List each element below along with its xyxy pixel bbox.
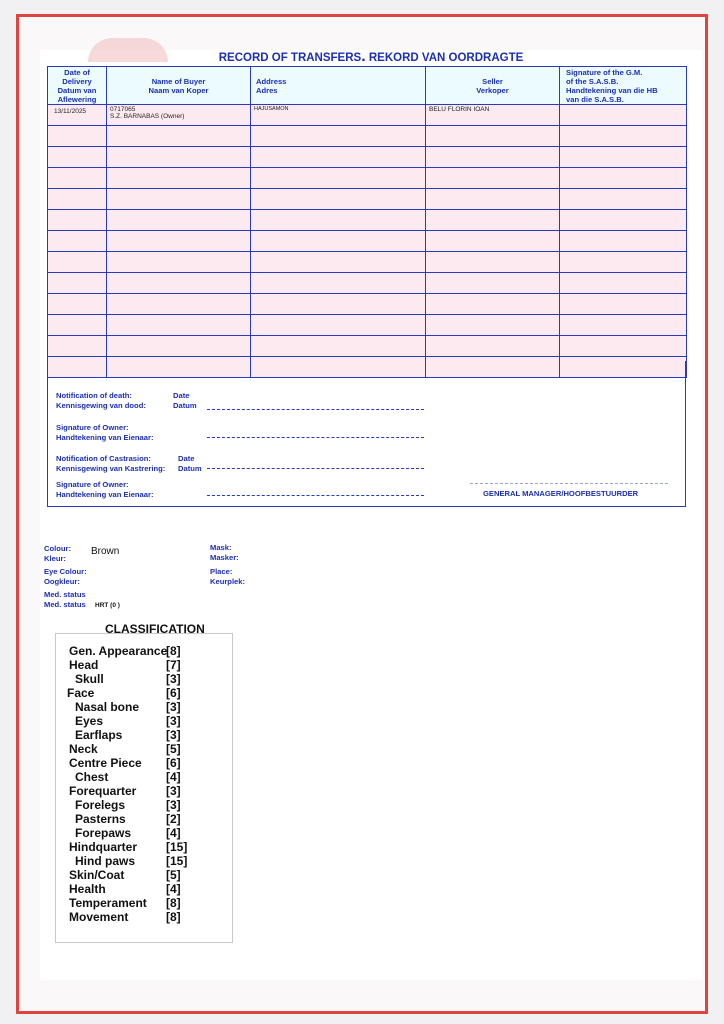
table-row: [48, 105, 687, 126]
classification-item-score: [7]: [166, 658, 181, 672]
death-date-label: [173, 391, 197, 410]
cell-seller: [426, 294, 560, 315]
cell-address: [251, 273, 426, 294]
cell-address: [251, 168, 426, 189]
colour-label-en: Colour:: [44, 544, 71, 553]
classification-item-score: [15]: [166, 854, 188, 868]
row-seller: BELU FLORIN IOAN: [429, 106, 490, 113]
cell-date: [48, 315, 107, 336]
owner-signature2-line[interactable]: [207, 495, 424, 496]
cell-buyer: [107, 126, 251, 147]
cell-seller: [426, 210, 560, 231]
classification-item-label: Forelegs: [75, 798, 126, 812]
table-header-row: [48, 67, 687, 105]
cell-date: [48, 273, 107, 294]
header-address-l2: Adres: [256, 85, 278, 95]
death-date-line[interactable]: [207, 409, 424, 410]
cell-buyer: [107, 231, 251, 252]
classification-item-label: Face: [67, 686, 95, 700]
cell-address: [251, 315, 426, 336]
header-date-l1: Date of: [64, 67, 90, 77]
death-date-af: Datum: [173, 400, 197, 410]
med-status-value: HRT (0 ): [95, 602, 120, 609]
header-signature-l3: Handtekening van die HB: [566, 85, 658, 95]
cell-address: [251, 252, 426, 273]
table-row: [48, 294, 687, 315]
title-af: REKORD VAN OORDRAGTE: [368, 52, 524, 64]
cell-seller: [426, 252, 560, 273]
classification-item-score: [3]: [166, 784, 181, 798]
row-buyer-name: S.Z. BARNABAS (Owner): [110, 113, 185, 120]
cell-address: [251, 336, 426, 357]
row-buyer-id: 0717065: [110, 106, 136, 113]
cell-signature: [560, 315, 687, 336]
classification-item-score: [3]: [166, 672, 181, 686]
castration-label-af: Kennisgewing van Kastrering:: [56, 463, 166, 473]
castration-label: [56, 454, 165, 473]
header-seller-l1: Seller: [482, 76, 503, 86]
med-status-label: [44, 590, 86, 609]
classification-item-label: Gen. Appearance: [69, 644, 168, 658]
cell-address: [251, 126, 426, 147]
classification-item-label: Head: [69, 658, 99, 672]
cell-address: [251, 105, 426, 126]
classification-item-score: [3]: [166, 714, 181, 728]
table-row: [48, 231, 687, 252]
cell-seller: [426, 273, 560, 294]
header-address-l1: Address: [256, 76, 287, 86]
classification-item-label: Pasterns: [75, 812, 126, 826]
classification-item-label: Forepaws: [75, 826, 132, 840]
classification-item-score: [2]: [166, 812, 181, 826]
cell-buyer: [107, 168, 251, 189]
classification-item-score: [15]: [166, 840, 188, 854]
cell-date: [48, 294, 107, 315]
eye-colour-af: Oogkleur:: [44, 576, 80, 586]
header-date-l3: Datum van: [57, 85, 97, 95]
cell-date: [48, 231, 107, 252]
cell-seller: [426, 336, 560, 357]
classification-item-label: Nasal bone: [75, 700, 140, 714]
classification-item-score: [8]: [166, 896, 181, 910]
cell-buyer: [107, 294, 251, 315]
death-label-af: Kennisgewing van dood:: [56, 400, 146, 410]
cell-signature: [560, 189, 687, 210]
header-address: [251, 67, 426, 105]
cell-address: [251, 294, 426, 315]
owner-signature-line[interactable]: [207, 437, 424, 438]
classification-item-score: [3]: [166, 798, 181, 812]
cell-seller: [426, 168, 560, 189]
classification-item-score: [4]: [166, 826, 181, 840]
death-label-en: Notification of death:: [56, 391, 132, 400]
castration-date-line[interactable]: [207, 468, 424, 469]
header-date-l4: Aflewering: [57, 94, 97, 104]
cell-buyer: [107, 189, 251, 210]
table-row: [48, 147, 687, 168]
colour-label-af: Kleur:: [44, 553, 66, 563]
cell-date: [48, 252, 107, 273]
med-status-en: Med. status: [44, 590, 86, 599]
header-buyer-l1: Name of Buyer: [151, 76, 206, 86]
castration-date-label: [178, 454, 202, 473]
death-label: [56, 391, 146, 410]
classification-item-label: Movement: [69, 910, 129, 924]
owner-signature-af: Handtekening van Eienaar:: [56, 432, 154, 442]
cell-signature: [560, 105, 687, 126]
classification-item-score: [5]: [166, 868, 181, 882]
classification-item-label: Forequarter: [69, 784, 137, 798]
mask-label-en: Mask:: [210, 543, 232, 552]
med-status-af: Med. status: [44, 599, 86, 609]
table-row: [48, 168, 687, 189]
cell-signature: [560, 336, 687, 357]
header-signature-l4: van die S.A.S.B.: [566, 94, 624, 104]
classification-item-score: [4]: [166, 882, 181, 896]
cell-signature: [560, 147, 687, 168]
cell-date: [48, 105, 107, 126]
header-buyer: [107, 67, 251, 105]
cell-buyer: [107, 336, 251, 357]
classification-item-label: Hindquarter: [69, 840, 138, 854]
classification-item-score: [3]: [166, 728, 181, 742]
row-date: 13/11/2025: [54, 108, 87, 115]
cell-address: [251, 231, 426, 252]
header-seller: [426, 67, 560, 105]
classification-item-label: Skin/Coat: [69, 868, 125, 882]
castration-label-en: Notification of Castrasion:: [56, 454, 151, 463]
cell-address: [251, 147, 426, 168]
classification-heading: CLASSIFICATION: [105, 622, 205, 636]
owner-signature2-en: Signature of Owner:: [56, 480, 129, 489]
castration-date-en: Date: [178, 454, 195, 463]
gm-signature-line[interactable]: [470, 483, 668, 484]
cell-date: [48, 210, 107, 231]
owner-signature-label: [56, 423, 153, 442]
row-address: HAJUSAMON: [254, 106, 289, 112]
header-signature-l1: Signature of the G.M.: [566, 67, 643, 77]
classification-item-label: Chest: [75, 770, 109, 784]
cell-buyer: [107, 210, 251, 231]
classification-item-label: Temperament: [69, 896, 147, 910]
row-signature: [560, 105, 686, 108]
cell-seller: [426, 231, 560, 252]
cell-seller: [426, 126, 560, 147]
cell-seller: [426, 147, 560, 168]
eye-colour-en: Eye Colour:: [44, 567, 87, 576]
title-en: RECORD OF TRANSFERS: [218, 52, 362, 64]
owner-signature2-af: Handtekening van Eienaar:: [56, 489, 154, 499]
table-row: [48, 252, 687, 273]
cell-signature: [560, 252, 687, 273]
cell-address: [251, 189, 426, 210]
classification-item-label: Health: [69, 882, 106, 896]
cell-date: [48, 336, 107, 357]
table-row: [48, 336, 687, 357]
classification-item-score: [6]: [166, 686, 181, 700]
classification-item-score: [4]: [166, 770, 181, 784]
cell-date: [48, 147, 107, 168]
classification-item-label: Eyes: [75, 714, 104, 728]
cell-signature: [560, 126, 687, 147]
eye-colour-label: [44, 567, 87, 586]
cell-date: [48, 168, 107, 189]
header-date-l2: Delivery: [62, 76, 92, 86]
header-buyer-l2: Naam van Koper: [148, 85, 209, 95]
title-separator: .: [361, 48, 366, 65]
table-row: [48, 189, 687, 210]
colour-value: Brown: [91, 546, 120, 557]
gm-label: GENERAL MANAGER/HOOFBESTUURDER: [483, 489, 639, 498]
classification-item-label: Earflaps: [75, 728, 123, 742]
castration-date-af: Datum: [178, 463, 202, 473]
classification-item-label: Centre Piece: [69, 756, 142, 770]
cell-buyer: [107, 315, 251, 336]
cell-seller: [426, 189, 560, 210]
header-date: [48, 67, 107, 105]
cell-signature: [560, 168, 687, 189]
table-row: [48, 315, 687, 336]
cell-address: [251, 210, 426, 231]
place-label-af: Keurplek:: [210, 576, 246, 586]
classification-item-score: [5]: [166, 742, 181, 756]
owner-signature2-label: [56, 480, 153, 499]
death-date-en: Date: [173, 391, 190, 400]
classification-item-score: [3]: [166, 700, 181, 714]
cell-buyer: [107, 147, 251, 168]
cell-seller: [426, 315, 560, 336]
classification-item-label: Hind paws: [75, 854, 136, 868]
owner-signature-en: Signature of Owner:: [56, 423, 129, 432]
table-row: [48, 210, 687, 231]
place-label-en: Place:: [210, 567, 233, 576]
cell-date: [48, 126, 107, 147]
header-signature: [560, 67, 687, 105]
cell-date: [48, 189, 107, 210]
mask-label: [210, 543, 239, 562]
cell-buyer: [107, 105, 251, 126]
cell-signature: [560, 210, 687, 231]
header-signature-l2: of the S.A.S.B.: [566, 76, 619, 86]
cell-buyer: [107, 252, 251, 273]
colour-label: [44, 544, 71, 563]
cell-signature: [560, 294, 687, 315]
classification-item-label: Skull: [75, 672, 104, 686]
cell-signature: [560, 273, 687, 294]
classification-item-score: [6]: [166, 756, 181, 770]
classification-item-score: [8]: [166, 644, 181, 658]
place-label: [210, 567, 245, 586]
page-title: [40, 48, 702, 65]
classification-item-score: [8]: [166, 910, 181, 924]
cell-signature: [560, 231, 687, 252]
table-row: [48, 273, 687, 294]
cell-seller: [426, 105, 560, 126]
mask-label-af: Masker:: [210, 552, 239, 562]
header-seller-l2: Verkoper: [476, 85, 509, 95]
classification-item-label: Neck: [69, 742, 98, 756]
table-row: [48, 126, 687, 147]
transfers-table: [47, 66, 687, 378]
cell-buyer: [107, 273, 251, 294]
